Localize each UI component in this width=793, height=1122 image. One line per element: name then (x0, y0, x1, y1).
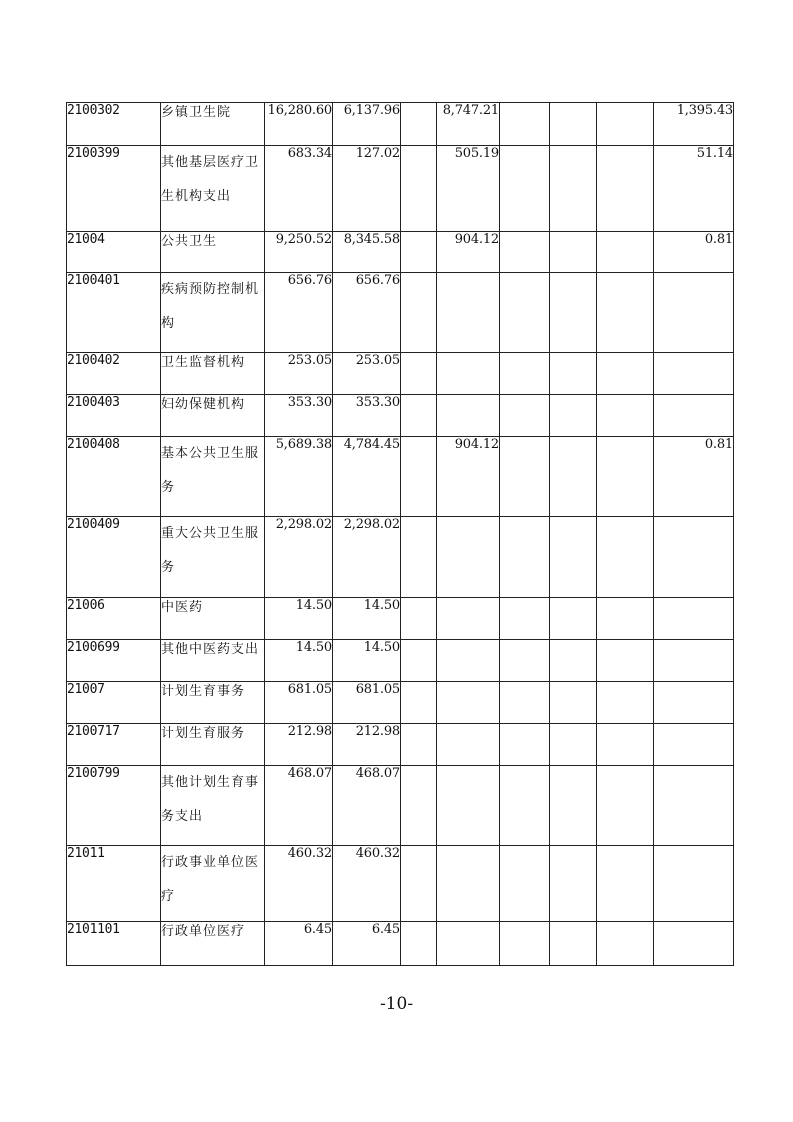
row-col-7 (654, 353, 734, 395)
row-col-2 (401, 437, 437, 517)
row-col-6 (597, 766, 654, 846)
row-col-4 (500, 922, 550, 966)
table-row (67, 353, 734, 395)
row-col-2 (401, 846, 437, 922)
row-col-5 (550, 232, 597, 273)
row-col-3 (437, 682, 500, 724)
row-col-6 (597, 922, 654, 966)
row-col-5 (550, 922, 597, 966)
row-col-1: 8,345.58 (333, 232, 401, 273)
row-col-1: 212.98 (333, 724, 401, 766)
table-row (67, 437, 734, 517)
row-col-2 (401, 598, 437, 640)
page-number: -10- (379, 994, 414, 1014)
row-col-4 (500, 517, 550, 598)
row-col-1: 14.50 (333, 598, 401, 640)
row-name: 卫生监督机构 (161, 353, 265, 395)
table-row (67, 146, 734, 232)
row-col-3: 904.12 (437, 437, 500, 517)
row-col-2 (401, 232, 437, 273)
table-row (67, 724, 734, 766)
row-col-4 (500, 232, 550, 273)
row-col-4 (500, 353, 550, 395)
row-col-2 (401, 922, 437, 966)
row-total: 681.05 (265, 682, 333, 724)
table-row (67, 682, 734, 724)
table-row (67, 103, 734, 146)
row-col-5 (550, 640, 597, 682)
row-col-7: 51.14 (654, 146, 734, 232)
row-col-7 (654, 922, 734, 966)
row-col-6 (597, 273, 654, 353)
row-col-3 (437, 273, 500, 353)
row-col-7 (654, 395, 734, 437)
row-col-4 (500, 103, 550, 146)
row-col-5 (550, 766, 597, 846)
row-col-4 (500, 273, 550, 353)
row-col-4 (500, 146, 550, 232)
row-code: 2100399 (67, 146, 161, 232)
row-code: 2100408 (67, 437, 161, 517)
row-col-5 (550, 103, 597, 146)
row-name: 行政单位医疗 (161, 922, 265, 966)
row-col-2 (401, 724, 437, 766)
row-col-4 (500, 437, 550, 517)
row-col-4 (500, 724, 550, 766)
row-col-7 (654, 682, 734, 724)
row-total: 2,298.02 (265, 517, 333, 598)
row-total: 253.05 (265, 353, 333, 395)
row-col-4 (500, 395, 550, 437)
row-code: 2101101 (67, 922, 161, 966)
row-total: 468.07 (265, 766, 333, 846)
row-total: 9,250.52 (265, 232, 333, 273)
row-col-1: 253.05 (333, 353, 401, 395)
row-col-6 (597, 353, 654, 395)
row-total: 14.50 (265, 598, 333, 640)
row-name: 重大公共卫生服务 (161, 517, 265, 598)
row-col-6 (597, 517, 654, 598)
row-name: 行政事业单位医疗 (161, 846, 265, 922)
row-col-2 (401, 353, 437, 395)
row-col-7 (654, 517, 734, 598)
row-col-3 (437, 922, 500, 966)
row-col-3 (437, 395, 500, 437)
row-code: 21011 (67, 846, 161, 922)
row-col-6 (597, 103, 654, 146)
row-col-2 (401, 146, 437, 232)
row-name: 其他基层医疗卫生机构支出 (161, 146, 265, 232)
row-code: 2100403 (67, 395, 161, 437)
row-total: 14.50 (265, 640, 333, 682)
row-col-6 (597, 640, 654, 682)
row-col-7: 0.81 (654, 232, 734, 273)
row-col-5 (550, 598, 597, 640)
row-col-7 (654, 766, 734, 846)
row-col-4 (500, 640, 550, 682)
row-name: 乡镇卫生院 (161, 103, 265, 146)
row-total: 353.30 (265, 395, 333, 437)
row-total: 5,689.38 (265, 437, 333, 517)
row-col-2 (401, 682, 437, 724)
row-col-7 (654, 724, 734, 766)
row-col-7: 0.81 (654, 437, 734, 517)
row-col-3 (437, 517, 500, 598)
row-col-1: 14.50 (333, 640, 401, 682)
row-code: 21004 (67, 232, 161, 273)
row-col-3 (437, 598, 500, 640)
row-col-5 (550, 724, 597, 766)
row-col-6 (597, 846, 654, 922)
row-col-3 (437, 766, 500, 846)
row-col-5 (550, 682, 597, 724)
row-col-1: 681.05 (333, 682, 401, 724)
row-name: 妇幼保健机构 (161, 395, 265, 437)
row-total: 212.98 (265, 724, 333, 766)
row-col-5 (550, 846, 597, 922)
row-name: 其他计划生育事务支出 (161, 766, 265, 846)
row-name: 其他中医药支出 (161, 640, 265, 682)
row-name: 计划生育服务 (161, 724, 265, 766)
row-col-2 (401, 395, 437, 437)
row-total: 460.32 (265, 846, 333, 922)
row-col-3 (437, 353, 500, 395)
row-col-6 (597, 682, 654, 724)
row-col-6 (597, 232, 654, 273)
table-row (67, 598, 734, 640)
row-col-1: 2,298.02 (333, 517, 401, 598)
row-col-3: 8,747.21 (437, 103, 500, 146)
row-code: 21007 (67, 682, 161, 724)
row-col-6 (597, 437, 654, 517)
table-row (67, 517, 734, 598)
row-col-6 (597, 724, 654, 766)
row-col-1: 6.45 (333, 922, 401, 966)
row-col-1: 353.30 (333, 395, 401, 437)
row-col-5 (550, 437, 597, 517)
row-name: 中医药 (161, 598, 265, 640)
row-code: 2100401 (67, 273, 161, 353)
row-col-3: 904.12 (437, 232, 500, 273)
row-col-2 (401, 766, 437, 846)
row-col-5 (550, 395, 597, 437)
row-col-1: 6,137.96 (333, 103, 401, 146)
row-col-6 (597, 146, 654, 232)
row-name: 疾病预防控制机构 (161, 273, 265, 353)
row-total: 16,280.60 (265, 103, 333, 146)
row-col-7: 1,395.43 (654, 103, 734, 146)
row-col-5 (550, 273, 597, 353)
row-code: 2100799 (67, 766, 161, 846)
row-col-5 (550, 517, 597, 598)
row-col-6 (597, 598, 654, 640)
table-row (67, 922, 734, 966)
row-col-1: 460.32 (333, 846, 401, 922)
row-col-1: 127.02 (333, 146, 401, 232)
row-code: 21006 (67, 598, 161, 640)
row-col-5 (550, 146, 597, 232)
table-row (67, 640, 734, 682)
row-col-6 (597, 395, 654, 437)
row-col-3 (437, 846, 500, 922)
row-col-7 (654, 273, 734, 353)
row-col-2 (401, 640, 437, 682)
table-row (67, 846, 734, 922)
row-col-7 (654, 846, 734, 922)
row-name: 公共卫生 (161, 232, 265, 273)
row-code: 2100699 (67, 640, 161, 682)
row-name: 基本公共卫生服务 (161, 437, 265, 517)
table-row (67, 273, 734, 353)
row-code: 2100717 (67, 724, 161, 766)
row-total: 656.76 (265, 273, 333, 353)
row-col-4 (500, 766, 550, 846)
row-col-1: 656.76 (333, 273, 401, 353)
row-col-3 (437, 724, 500, 766)
row-col-3 (437, 640, 500, 682)
row-col-2 (401, 273, 437, 353)
row-code: 2100402 (67, 353, 161, 395)
row-total: 683.34 (265, 146, 333, 232)
row-name: 计划生育事务 (161, 682, 265, 724)
row-code: 2100302 (67, 103, 161, 146)
row-code: 2100409 (67, 517, 161, 598)
row-col-3: 505.19 (437, 146, 500, 232)
row-col-1: 4,784.45 (333, 437, 401, 517)
budget-table (66, 102, 734, 966)
table-row (67, 395, 734, 437)
table-row (67, 766, 734, 846)
row-col-1: 468.07 (333, 766, 401, 846)
row-col-5 (550, 353, 597, 395)
row-col-4 (500, 598, 550, 640)
row-col-2 (401, 517, 437, 598)
row-col-7 (654, 598, 734, 640)
table-row (67, 232, 734, 273)
row-total: 6.45 (265, 922, 333, 966)
row-col-4 (500, 846, 550, 922)
row-col-4 (500, 682, 550, 724)
row-col-2 (401, 103, 437, 146)
row-col-7 (654, 640, 734, 682)
